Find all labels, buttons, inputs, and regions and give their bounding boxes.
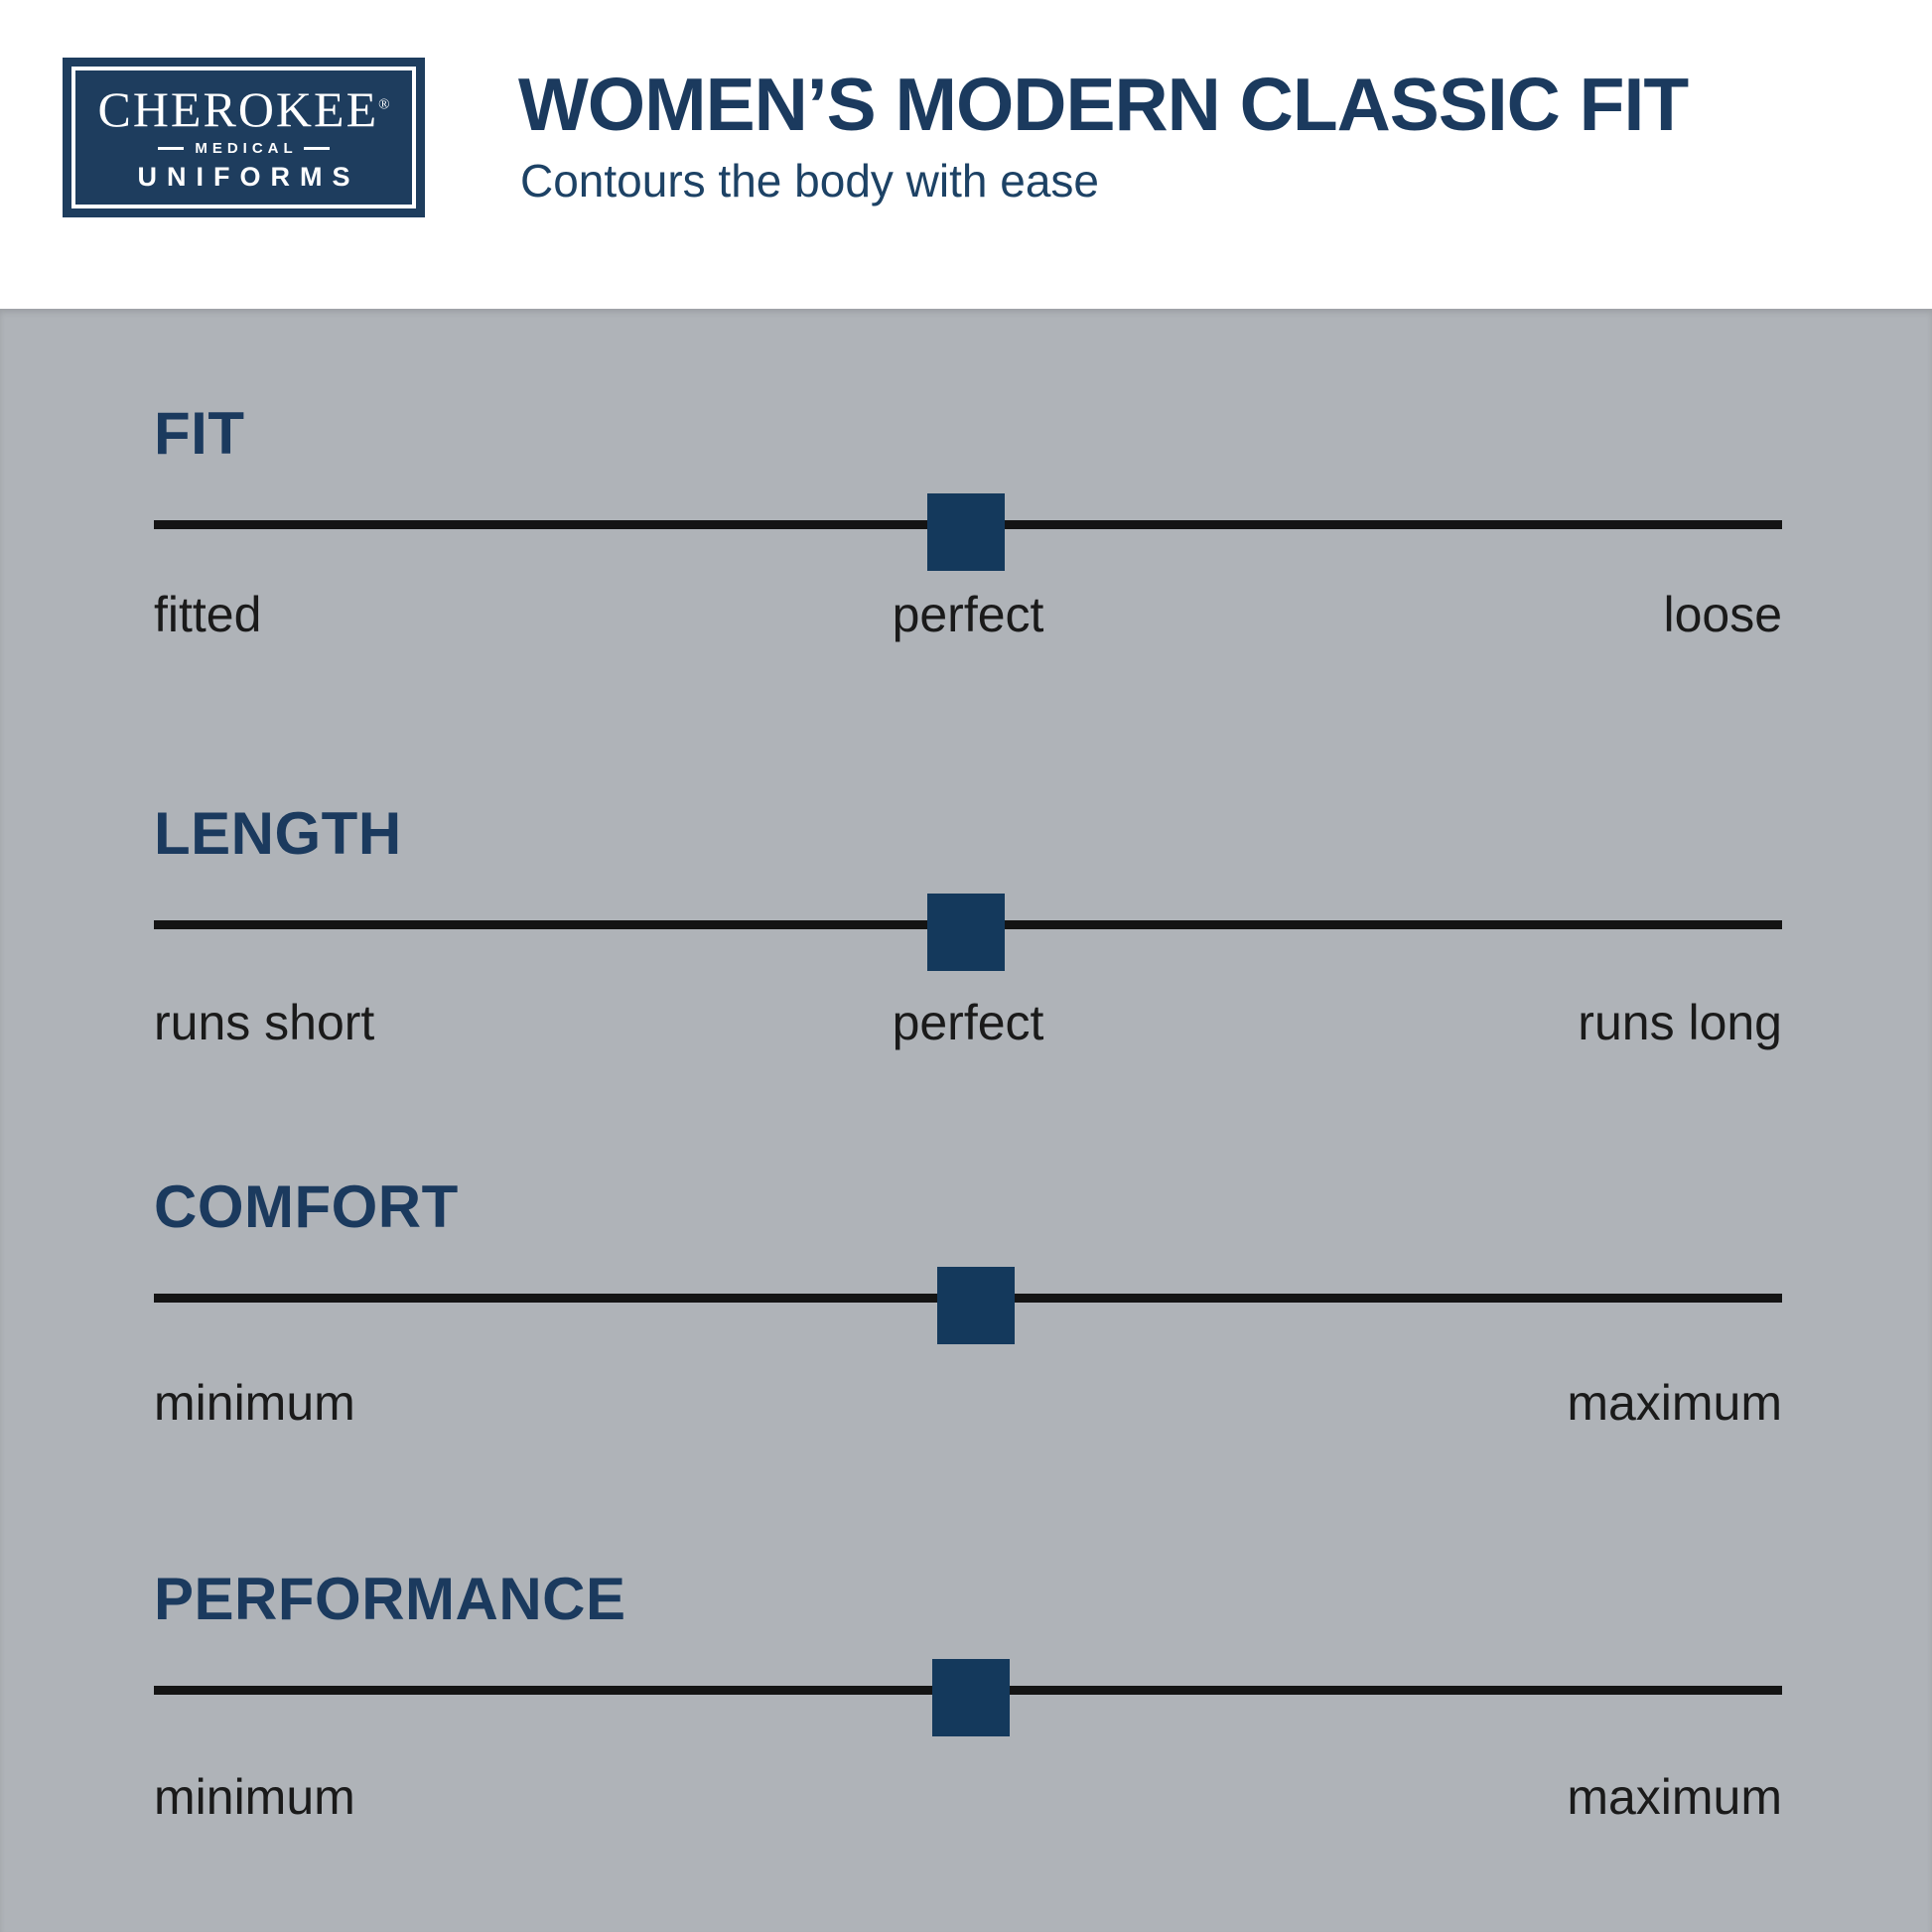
comfort-heading: COMFORT (154, 1173, 459, 1240)
length-heading: LENGTH (154, 800, 402, 867)
section-length (154, 800, 1782, 1062)
fit-heading: FIT (154, 400, 245, 467)
logo-medical-row (158, 141, 329, 156)
section-fit (154, 400, 1782, 662)
cherokee-logo (63, 58, 425, 217)
logo-uniforms-text: UNIFORMS (137, 162, 360, 192)
header (0, 0, 1932, 309)
registered-trademark-symbol: ® (378, 96, 390, 113)
logo-brand-name: CHEROKEE (97, 81, 379, 137)
comfort-label-right: maximum (1567, 1375, 1782, 1431)
fit-slider-marker (927, 493, 1005, 571)
cherokee-logo-frame (71, 67, 416, 208)
page-title: WOMEN’S MODERN CLASSIC FIT (518, 63, 1689, 146)
fit-slider-track (154, 493, 1782, 571)
performance-slider-track (154, 1659, 1782, 1736)
length-slider-marker (927, 894, 1005, 971)
dash-rule-left (158, 147, 184, 150)
performance-label-right: maximum (1567, 1769, 1782, 1825)
dash-rule-right (304, 147, 330, 150)
length-slider-track (154, 894, 1782, 971)
comfort-slider-marker (937, 1267, 1015, 1344)
fit-guide-body (0, 309, 1932, 1932)
logo-brand-text (97, 81, 390, 137)
length-label-left: runs short (154, 995, 375, 1050)
comfort-label-left: minimum (154, 1375, 355, 1431)
section-comfort (154, 1173, 1782, 1436)
performance-label-left: minimum (154, 1769, 355, 1825)
length-label-right: runs long (1578, 995, 1782, 1050)
fit-label-left: fitted (154, 587, 262, 642)
performance-slider-marker (932, 1659, 1010, 1736)
performance-heading: PERFORMANCE (154, 1566, 626, 1632)
length-label-center: perfect (892, 995, 1044, 1050)
title-block (518, 63, 1689, 207)
fit-label-center: perfect (892, 587, 1044, 642)
fit-label-right: loose (1663, 587, 1782, 642)
section-performance (154, 1566, 1782, 1828)
page-subtitle: Contours the body with ease (520, 154, 1100, 207)
logo-medical-text: MEDICAL (195, 140, 298, 157)
comfort-slider-track (154, 1267, 1782, 1344)
